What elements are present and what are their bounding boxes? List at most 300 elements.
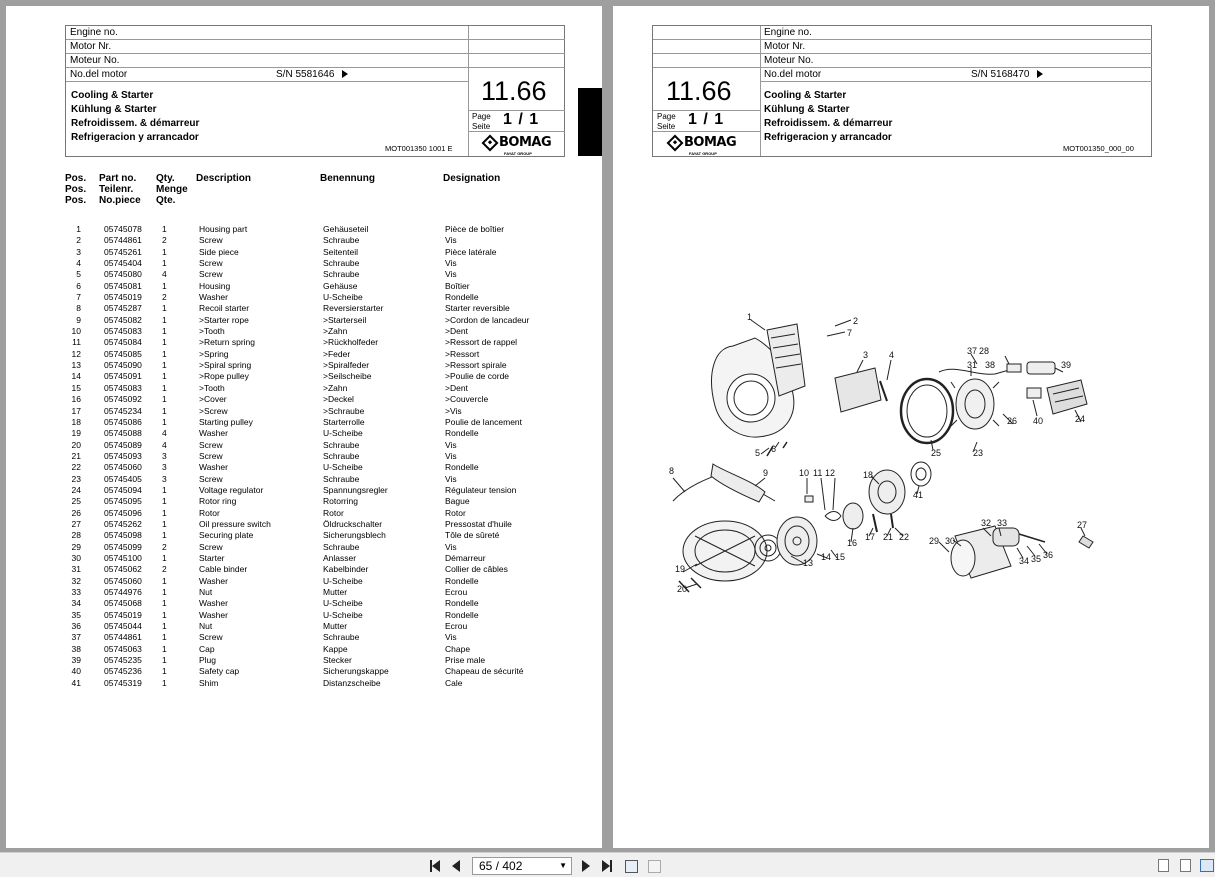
callout-label: 13 bbox=[803, 558, 814, 568]
cell-designation: Chape bbox=[445, 643, 471, 654]
single-page-view-icon[interactable] bbox=[1158, 859, 1169, 872]
logo-subtitle: FAYAT GROUP bbox=[504, 151, 532, 156]
cell-benennung: U-Scheibe bbox=[323, 292, 363, 303]
cell-pos: 24 bbox=[71, 484, 81, 495]
cell-qty: 1 bbox=[162, 280, 167, 291]
cell-benennung: >Spiralfeder bbox=[323, 360, 370, 371]
cell-qty: 1 bbox=[162, 224, 167, 234]
engine-label: Moteur No. bbox=[760, 54, 1152, 68]
cell-designation: >Cordon de lancadeur bbox=[445, 314, 530, 325]
callout-label: 21 bbox=[883, 532, 894, 542]
page-labels bbox=[657, 112, 676, 132]
section-tab bbox=[578, 88, 602, 156]
cell-qty: 1 bbox=[162, 677, 167, 688]
callout-label: 15 bbox=[835, 552, 846, 562]
cell-benennung: Schraube bbox=[323, 269, 360, 280]
group-number: 11.66 bbox=[481, 76, 547, 106]
cell-benennung: U-Scheibe bbox=[323, 609, 363, 620]
cell-pos: 26 bbox=[71, 507, 81, 518]
callout-label: 41 bbox=[913, 490, 924, 500]
cell-part-no: 05745044 bbox=[104, 621, 142, 632]
callout-label: 37 bbox=[967, 346, 978, 356]
cell-part-no: 05745262 bbox=[104, 518, 142, 529]
cell-part-no: 05744861 bbox=[104, 235, 142, 246]
header-cell bbox=[653, 26, 760, 40]
cell-benennung: U-Scheibe bbox=[323, 575, 363, 586]
cell-qty: 1 bbox=[162, 258, 167, 269]
cell-benennung: Gehäuse bbox=[323, 280, 358, 291]
title-es: Refrigeracion y arrancador bbox=[764, 132, 892, 143]
cell-part-no: 05745019 bbox=[104, 292, 142, 303]
cell-designation: Vis bbox=[445, 439, 457, 450]
cell-designation: Vis bbox=[445, 258, 457, 269]
cell-pos: 14 bbox=[71, 371, 81, 382]
header-cell bbox=[653, 40, 760, 54]
cell-qty: 1 bbox=[162, 609, 167, 620]
callout-label: 18 bbox=[863, 470, 874, 480]
callout-label: 38 bbox=[985, 360, 996, 370]
seite-label: Seite bbox=[472, 122, 491, 131]
cell-benennung: Mutter bbox=[323, 621, 348, 632]
callout-label: 11 bbox=[813, 468, 823, 478]
cell-designation: Rondelle bbox=[445, 575, 479, 586]
cell-description: Screw bbox=[199, 632, 223, 643]
cell-benennung: Kabelbinder bbox=[323, 564, 369, 575]
cell-benennung: Schraube bbox=[323, 235, 360, 246]
cell-designation: Rondelle bbox=[445, 598, 479, 609]
cell-qty: 3 bbox=[162, 450, 167, 461]
header-cell bbox=[468, 26, 565, 40]
cell-benennung: Schraube bbox=[323, 473, 360, 484]
cell-qty: 1 bbox=[162, 348, 167, 359]
cell-designation: Vis bbox=[445, 632, 457, 643]
cell-benennung: >Feder bbox=[323, 348, 351, 359]
cell-benennung: Stecker bbox=[323, 655, 352, 666]
cell-qty: 1 bbox=[162, 621, 167, 632]
parts-list-page bbox=[6, 6, 602, 848]
cell-pos: 7 bbox=[76, 292, 81, 303]
cell-part-no: 05745085 bbox=[104, 348, 142, 359]
engine-label: Engine no. bbox=[66, 26, 468, 40]
description-header: Description bbox=[196, 173, 252, 184]
cell-designation: >Dent bbox=[445, 326, 468, 337]
cell-benennung: Spannungsregler bbox=[323, 484, 388, 495]
engine-label: No.del motor bbox=[66, 68, 468, 82]
cell-pos: 22 bbox=[71, 462, 81, 473]
cell-pos: 9 bbox=[76, 314, 81, 325]
cell-benennung: >Schraube bbox=[323, 405, 365, 416]
cell-qty: 2 bbox=[162, 564, 167, 575]
dropdown-arrow-icon[interactable]: ▼ bbox=[559, 861, 567, 870]
document-id: MOT001350_000_00 bbox=[1063, 144, 1134, 153]
engine-label: Engine no. bbox=[760, 26, 1152, 40]
title-de: Kühlung & Starter bbox=[71, 104, 157, 115]
cell-pos: 35 bbox=[71, 609, 81, 620]
cell-part-no: 05745092 bbox=[104, 394, 142, 405]
cell-designation: Poulie de lancement bbox=[445, 416, 523, 427]
seite-label: Seite bbox=[657, 122, 676, 131]
go-forward-view-icon[interactable] bbox=[646, 858, 662, 874]
cell-qty: 2 bbox=[162, 292, 167, 303]
cell-designation: >Dent bbox=[445, 382, 468, 393]
exploded-parts-diagram bbox=[655, 296, 1135, 606]
cell-pos: 10 bbox=[71, 326, 81, 337]
engine-label: Motor Nr. bbox=[760, 40, 1152, 54]
page-label: Page bbox=[657, 112, 676, 121]
cell-part-no: 05745093 bbox=[104, 450, 142, 461]
cell-qty: 1 bbox=[162, 496, 167, 507]
cell-pos: 38 bbox=[71, 643, 81, 654]
cell-benennung: Seitenteil bbox=[323, 246, 358, 257]
cell-part-no: 05745091 bbox=[104, 371, 142, 382]
callout-label: 34 bbox=[1019, 556, 1030, 566]
header-cell bbox=[468, 40, 565, 54]
play-arrow-icon bbox=[342, 70, 348, 78]
cell-description: Washer bbox=[199, 428, 228, 439]
page-box bbox=[468, 110, 565, 132]
engine-label: No.del motor bbox=[760, 68, 1152, 82]
cell-designation: Rondelle bbox=[445, 462, 479, 473]
cell-qty: 1 bbox=[162, 405, 167, 416]
title-fr: Refroidissem. & démarreur bbox=[764, 118, 893, 129]
cell-pos: 11 bbox=[72, 337, 81, 348]
header-cell bbox=[653, 54, 760, 68]
callout-label: 8 bbox=[669, 466, 675, 476]
callout-label: 14 bbox=[821, 552, 832, 562]
engine-label: Motor Nr. bbox=[66, 40, 468, 54]
cell-pos: 19 bbox=[71, 428, 81, 439]
cell-designation: Pressostat d'huile bbox=[445, 518, 512, 529]
page-number-input[interactable] bbox=[472, 857, 572, 875]
cell-description: Housing part bbox=[199, 224, 248, 234]
cell-qty: 4 bbox=[162, 439, 167, 450]
cell-benennung: Schraube bbox=[323, 632, 360, 643]
cell-description: >Cover bbox=[199, 394, 227, 405]
cell-pos: 20 bbox=[71, 439, 81, 450]
cell-designation: Chapeau de sécurité bbox=[445, 666, 524, 677]
cell-qty: 1 bbox=[162, 371, 167, 382]
cell-pos: 6 bbox=[76, 280, 81, 291]
cell-qty: 1 bbox=[162, 632, 167, 643]
cell-pos: 28 bbox=[71, 530, 81, 541]
title-en: Cooling & Starter bbox=[71, 90, 154, 101]
play-arrow-icon bbox=[1037, 70, 1043, 78]
cell-designation: Rondelle bbox=[445, 292, 479, 303]
callout-label: 19 bbox=[675, 564, 686, 574]
callout-label: 26 bbox=[1007, 416, 1018, 426]
cell-benennung: Sicherungskappe bbox=[323, 666, 389, 677]
callout-label: 28 bbox=[979, 346, 990, 356]
cell-benennung: >Rückholfeder bbox=[323, 337, 379, 348]
cell-designation: >Ressort de rappel bbox=[445, 337, 518, 348]
cell-description: Rotor ring bbox=[199, 496, 237, 507]
cell-qty: 4 bbox=[162, 428, 167, 439]
cell-description: Washer bbox=[199, 292, 228, 303]
cell-part-no: 05745083 bbox=[104, 326, 142, 337]
callout-label: 7 bbox=[847, 328, 853, 338]
cell-description: Screw bbox=[199, 258, 223, 269]
cell-benennung: Gehäuseteil bbox=[323, 224, 369, 234]
cell-qty: 1 bbox=[162, 575, 167, 586]
cell-description: Nut bbox=[199, 587, 213, 597]
cell-benennung: Mutter bbox=[323, 587, 348, 597]
cell-description: >Screw bbox=[199, 405, 228, 416]
cell-benennung: >Zahn bbox=[323, 326, 348, 337]
qty-header: Qty. Menge Qte. bbox=[156, 173, 188, 206]
cell-description: Securing plate bbox=[199, 530, 254, 541]
cell-benennung: U-Scheibe bbox=[323, 598, 363, 609]
cell-pos: 15 bbox=[71, 382, 81, 393]
bomag-logo bbox=[484, 135, 551, 161]
callout-label: 6 bbox=[771, 444, 777, 454]
callout-label: 25 bbox=[931, 448, 942, 458]
callout-label: 32 bbox=[981, 518, 992, 528]
cell-designation: >Ressort bbox=[445, 348, 480, 359]
cell-qty: 1 bbox=[162, 666, 167, 677]
cell-part-no: 05745236 bbox=[104, 666, 142, 677]
cell-part-no: 05745096 bbox=[104, 507, 142, 518]
group-number: 11.66 bbox=[666, 76, 732, 106]
cell-description: Starting pulley bbox=[199, 416, 253, 427]
cell-part-no: 05745404 bbox=[104, 258, 142, 269]
title-fr: Refroidissem. & démarreur bbox=[71, 118, 200, 129]
callout-label: 4 bbox=[889, 350, 895, 360]
logo-text: BOMAG bbox=[684, 135, 737, 150]
cell-designation: Prise male bbox=[445, 655, 486, 666]
callout-label: 3 bbox=[863, 350, 869, 360]
cell-benennung: Schraube bbox=[323, 258, 360, 269]
viewer-toolbar bbox=[0, 852, 1215, 877]
go-back-view-icon[interactable] bbox=[623, 858, 639, 874]
cell-part-no: 05744861 bbox=[104, 632, 142, 643]
cell-description: Washer bbox=[199, 575, 228, 586]
cell-description: Washer bbox=[199, 462, 228, 473]
cell-benennung: Rotor bbox=[323, 507, 344, 518]
bomag-diamond-icon bbox=[482, 134, 499, 151]
next-page-button[interactable] bbox=[578, 858, 594, 874]
cell-description: Washer bbox=[199, 609, 228, 620]
cell-designation: Boîtier bbox=[445, 280, 470, 291]
cell-part-no: 05745094 bbox=[104, 484, 142, 495]
cell-qty: 1 bbox=[162, 394, 167, 405]
cell-benennung: Schraube bbox=[323, 439, 360, 450]
cell-description: Washer bbox=[199, 598, 228, 609]
cell-part-no: 05745080 bbox=[104, 269, 142, 280]
callout-label: 10 bbox=[799, 468, 810, 478]
cell-benennung: Schraube bbox=[323, 541, 360, 552]
cell-description: Voltage regulator bbox=[199, 484, 264, 495]
previous-page-button[interactable] bbox=[448, 858, 464, 874]
cell-description: Screw bbox=[199, 473, 223, 484]
cell-part-no: 05745098 bbox=[104, 530, 142, 541]
title-en: Cooling & Starter bbox=[764, 90, 847, 101]
cell-designation: Démarreur bbox=[445, 552, 486, 563]
divider bbox=[468, 26, 469, 156]
cell-designation: Régulateur tension bbox=[445, 484, 517, 495]
cell-description: Rotor bbox=[199, 507, 220, 518]
cell-designation: >Poulie de corde bbox=[445, 371, 510, 382]
cell-benennung: >Seilscheibe bbox=[323, 371, 372, 382]
pos-header: Pos. Pos. Pos. bbox=[65, 173, 87, 206]
page-value: 1 / 1 bbox=[503, 111, 540, 128]
cell-designation: Rondelle bbox=[445, 428, 479, 439]
cell-description: Starter bbox=[199, 552, 225, 563]
cell-benennung: Starterrolle bbox=[323, 416, 365, 427]
page-header bbox=[652, 25, 1152, 157]
cell-designation: Ecrou bbox=[445, 621, 468, 632]
cell-qty: 1 bbox=[162, 337, 167, 348]
callout-label: 29 bbox=[929, 536, 940, 546]
bomag-diamond-icon bbox=[667, 134, 684, 151]
cell-designation: Vis bbox=[445, 473, 457, 484]
cell-designation: Pièce de boîtier bbox=[445, 224, 505, 234]
cell-part-no: 05745068 bbox=[104, 598, 142, 609]
cell-designation: Ecrou bbox=[445, 587, 468, 597]
cell-pos: 18 bbox=[71, 416, 81, 427]
page-labels bbox=[472, 112, 491, 132]
diagram-page bbox=[613, 6, 1209, 848]
cell-qty: 1 bbox=[162, 518, 167, 529]
callout-label: 40 bbox=[1033, 416, 1044, 426]
cell-qty: 3 bbox=[162, 473, 167, 484]
cell-qty: 4 bbox=[162, 269, 167, 280]
cell-designation: Cale bbox=[445, 677, 463, 688]
cell-benennung: Sicherungsblech bbox=[323, 530, 386, 541]
cell-description: >Starter rope bbox=[199, 314, 249, 325]
benennung-header: Benennung bbox=[320, 173, 375, 184]
cell-qty: 2 bbox=[162, 541, 167, 552]
cell-pos: 13 bbox=[71, 360, 81, 371]
serial-number: S/N 5581646 bbox=[276, 68, 348, 82]
cell-designation: Collier de câbles bbox=[445, 564, 508, 575]
bomag-logo bbox=[669, 135, 736, 161]
logo-subtitle: FAYAT GROUP bbox=[689, 151, 717, 156]
cell-designation: Pièce latérale bbox=[445, 246, 497, 257]
cell-description: >Tooth bbox=[199, 326, 225, 337]
page-label: Page bbox=[472, 112, 491, 121]
cell-part-no: 05745063 bbox=[104, 643, 142, 654]
callout-label: 9 bbox=[763, 468, 769, 478]
section-titles bbox=[71, 89, 199, 145]
cell-pos: 33 bbox=[71, 587, 81, 597]
engine-label: Moteur No. bbox=[66, 54, 468, 68]
cell-benennung: >Starterseil bbox=[323, 314, 367, 325]
cell-description: Recoil starter bbox=[199, 303, 250, 314]
cell-pos: 16 bbox=[71, 394, 81, 405]
cell-pos: 12 bbox=[71, 348, 81, 359]
cell-part-no: 05745088 bbox=[104, 428, 142, 439]
cell-qty: 1 bbox=[162, 360, 167, 371]
cell-qty: 3 bbox=[162, 462, 167, 473]
cell-part-no: 05745060 bbox=[104, 462, 142, 473]
cell-description: >Spring bbox=[199, 348, 229, 359]
cell-pos: 32 bbox=[71, 575, 81, 586]
cell-part-no: 05745060 bbox=[104, 575, 142, 586]
cell-description: Housing bbox=[199, 280, 231, 291]
cell-pos: 31 bbox=[71, 564, 81, 575]
cell-part-no: 05745090 bbox=[104, 360, 142, 371]
cell-description: Screw bbox=[199, 450, 223, 461]
cell-benennung: >Deckel bbox=[323, 394, 354, 405]
title-de: Kühlung & Starter bbox=[764, 104, 850, 115]
callout-label: 24 bbox=[1075, 414, 1086, 424]
cell-pos: 36 bbox=[71, 621, 81, 632]
cell-part-no: 05745084 bbox=[104, 337, 142, 348]
cell-pos: 29 bbox=[71, 541, 81, 552]
page-header bbox=[65, 25, 565, 157]
callout-label: 39 bbox=[1061, 360, 1072, 370]
cell-description: Cap bbox=[199, 643, 215, 654]
cell-pos: 37 bbox=[71, 632, 81, 643]
cell-description: Nut bbox=[199, 621, 213, 632]
cell-pos: 21 bbox=[71, 450, 81, 461]
cell-designation: Vis bbox=[445, 269, 457, 280]
cell-description: Plug bbox=[199, 655, 217, 666]
cell-pos: 41 bbox=[71, 677, 81, 688]
cell-part-no: 05745405 bbox=[104, 473, 142, 484]
cell-benennung: Anlasser bbox=[323, 552, 357, 563]
page-box bbox=[653, 110, 760, 132]
part-header: Part no. Teilenr. No.piece bbox=[99, 173, 141, 206]
callout-label: 12 bbox=[825, 468, 836, 478]
serial-number: S/N 5168470 bbox=[971, 68, 1043, 82]
last-page-button[interactable] bbox=[599, 858, 615, 874]
cell-part-no: 05745099 bbox=[104, 541, 142, 552]
cell-qty: 1 bbox=[162, 326, 167, 337]
cell-pos: 30 bbox=[71, 552, 81, 563]
cell-benennung: Distanzscheibe bbox=[323, 677, 381, 688]
cell-benennung: Rotorring bbox=[323, 496, 358, 507]
designation-header: Designation bbox=[443, 173, 501, 184]
callout-label: 16 bbox=[847, 538, 858, 548]
cell-designation: Rondelle bbox=[445, 609, 479, 620]
cell-designation: Bague bbox=[445, 496, 470, 507]
cell-part-no: 05745078 bbox=[104, 224, 142, 234]
cell-qty: 1 bbox=[162, 382, 167, 393]
cell-description: Cable binder bbox=[199, 564, 248, 575]
cell-designation: >Couvercle bbox=[445, 394, 489, 405]
cell-qty: 1 bbox=[162, 303, 167, 314]
cell-part-no: 05745089 bbox=[104, 439, 142, 450]
callout-label: 35 bbox=[1031, 554, 1042, 564]
two-page-view-icon[interactable] bbox=[1200, 859, 1214, 872]
cell-benennung: U-Scheibe bbox=[323, 428, 363, 439]
cell-pos: 2 bbox=[76, 235, 81, 246]
cell-pos: 4 bbox=[76, 258, 81, 269]
callout-label: 20 bbox=[677, 584, 688, 594]
page-value: 1 / 1 bbox=[688, 111, 725, 128]
cell-qty: 2 bbox=[162, 235, 167, 246]
cell-description: Shim bbox=[199, 677, 219, 688]
cell-qty: 1 bbox=[162, 484, 167, 495]
page-indicator: 65 / 402 bbox=[479, 859, 523, 873]
cell-benennung: U-Scheibe bbox=[323, 462, 363, 473]
cell-description: >Spiral spring bbox=[199, 360, 252, 371]
continuous-view-icon[interactable] bbox=[1180, 859, 1191, 872]
cell-description: Screw bbox=[199, 541, 223, 552]
cell-description: Screw bbox=[199, 269, 223, 280]
first-page-button[interactable] bbox=[427, 858, 443, 874]
cell-qty: 1 bbox=[162, 552, 167, 563]
cell-description: >Tooth bbox=[199, 382, 225, 393]
cell-designation: Rotor bbox=[445, 507, 466, 518]
cell-benennung: >Zahn bbox=[323, 382, 348, 393]
cell-benennung: Kappe bbox=[323, 643, 348, 654]
cell-pos: 5 bbox=[76, 269, 81, 280]
cell-pos: 1 bbox=[76, 224, 81, 234]
cell-designation: Vis bbox=[445, 450, 457, 461]
header-cell bbox=[468, 54, 565, 68]
